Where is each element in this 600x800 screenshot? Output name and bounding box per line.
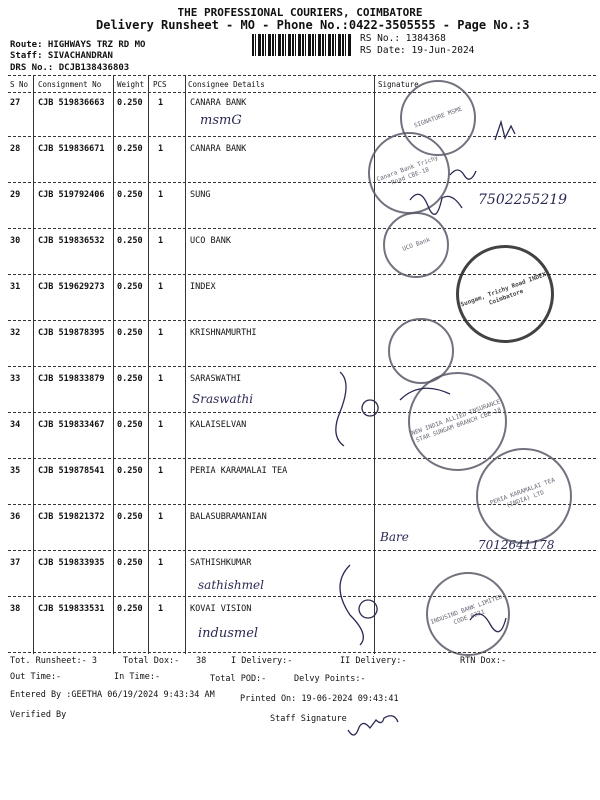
footer-rule: [8, 652, 596, 653]
tot-runsheet: Tot. Runsheet:- 3: [10, 656, 97, 666]
col-signature: Signature: [378, 80, 419, 89]
total-dox-label: Total Dox:-: [123, 656, 180, 666]
row-consignment-no: CJB 519836532: [38, 236, 105, 246]
row-weight: 0.250: [117, 604, 143, 614]
row-weight: 0.250: [117, 466, 143, 476]
handwritten-note36b: 7012641178: [478, 538, 555, 552]
verified-by: Verified By: [10, 710, 67, 720]
signature-row38: [470, 614, 506, 632]
row-consignment-no: CJB 519833531: [38, 604, 105, 614]
row-pcs: 1: [158, 190, 164, 200]
row-consignee: CANARA BANK: [190, 144, 247, 154]
row-consignment-no: CJB 519629273: [38, 282, 105, 292]
row-weight: 0.250: [117, 98, 143, 108]
row-weight: 0.250: [117, 144, 143, 154]
row-consignment-no: CJB 519792406: [38, 190, 105, 200]
i-delivery: I Delivery:-: [231, 656, 293, 666]
row-pcs: 1: [158, 328, 164, 338]
stamp-msme: SIGNATURE MSME: [400, 80, 476, 156]
row-sno: 35: [10, 466, 21, 476]
row-weight: 0.250: [117, 558, 143, 568]
row-sno: 37: [10, 558, 21, 568]
row-consignment-no: CJB 519836663: [38, 98, 105, 108]
row-consignee: BALASUBRAMANIAN: [190, 512, 267, 522]
row-weight: 0.250: [117, 512, 143, 522]
row-sno: 31: [10, 282, 21, 292]
row-weight: 0.250: [117, 374, 143, 384]
row-consignment-no: CJB 519878541: [38, 466, 105, 476]
row-consignee: KOVAI VISION: [190, 604, 252, 614]
stamp-canara-bank: Canara Bank Trichy Road CBE-18: [368, 132, 450, 214]
row-consignee: KALAISELVAN: [190, 420, 247, 430]
company-title: THE PROFESSIONAL COURIERS, COIMBATORE: [177, 6, 423, 19]
row-sno: 28: [10, 144, 21, 154]
circle-row37: [359, 600, 377, 618]
row-weight: 0.250: [117, 236, 143, 246]
rs-number: RS No.: 1384368: [360, 33, 446, 44]
col-consignment: Consignment No: [38, 80, 102, 89]
row-pcs: 1: [158, 374, 164, 384]
col-sno: S No: [10, 80, 29, 89]
handwritten-row27: msmG: [200, 113, 242, 128]
row-pcs: 1: [158, 236, 164, 246]
printed-on: Printed On: 19-06-2024 09:43:41: [240, 694, 399, 704]
row-consignee: SARASWATHI: [190, 374, 242, 384]
row-consignee: CANARA BANK: [190, 98, 247, 108]
handwritten-row38: indusmel: [198, 626, 259, 641]
stamp-insurance: NEW INDIA ALLIED INSURANCE STAR SUNGAM BRANCH CBE-18: [408, 372, 507, 471]
total-dox-value: 38: [196, 656, 207, 666]
in-time: In Time:-: [114, 672, 161, 682]
row-pcs: 1: [158, 558, 164, 568]
row-pcs: 1: [158, 420, 164, 430]
row-sno: 36: [10, 512, 21, 522]
handwritten-row33: Sraswathi: [192, 392, 254, 406]
entered-by: Entered By :GEETHA 06/19/2024 9:43:34 AM: [10, 690, 215, 700]
circle-row33: [362, 400, 378, 416]
runsheet-subtitle: Delivery Runsheet - MO - Phone No.:0422-3505555 - Page No.:3: [96, 18, 530, 32]
row-consignee: INDEX: [190, 282, 216, 292]
row-consignee: SATHISHKUMAR: [190, 558, 252, 568]
row-sno: 29: [10, 190, 21, 200]
handwritten-phone: 7502255219: [478, 192, 568, 208]
row-pcs: 1: [158, 144, 164, 154]
total-pod: Total POD:-: [210, 674, 267, 684]
row-consignment-no: CJB 519836671: [38, 144, 105, 154]
signature-row28: [450, 170, 476, 179]
row-weight: 0.250: [117, 328, 143, 338]
row-sno: 32: [10, 328, 21, 338]
ii-delivery: II Delivery:-: [340, 656, 407, 666]
row-weight: 0.250: [117, 420, 143, 430]
stamp-uco-bank: UCO Bank: [383, 212, 449, 278]
out-time: Out Time:-: [10, 672, 62, 682]
bracket-row33: [336, 372, 346, 446]
row-pcs: 1: [158, 604, 164, 614]
col-pcs: PCS: [153, 80, 167, 89]
stamp-peria-karamalai: PERIA KARAMALAI TEA (INDIA) LTD: [476, 448, 572, 544]
row-consignee: KRISHNAMURTHI: [190, 328, 257, 338]
staff-signature-scribble: [348, 716, 398, 735]
row-sno: 38: [10, 604, 21, 614]
handwritten-note36a: Bare: [380, 530, 409, 544]
row-sno: 33: [10, 374, 21, 384]
row-consignee: UCO BANK: [190, 236, 231, 246]
staff-label: Staff: SIVACHANDRAN: [10, 51, 113, 61]
handwritten-row37: sathishmel: [198, 578, 264, 592]
row-sno: 34: [10, 420, 21, 430]
row-consignee: PERIA KARAMALAI TEA: [190, 466, 288, 476]
signature-row29: [410, 194, 462, 214]
row-consignment-no: CJB 519878395: [38, 328, 105, 338]
row-consignment-no: CJB 519821372: [38, 512, 105, 522]
row-consignment-no: CJB 519833467: [38, 420, 105, 430]
row-weight: 0.250: [117, 190, 143, 200]
row-consignment-no: CJB 519833935: [38, 558, 105, 568]
stamp-index: Sungam, Trichy Road INDEX Coimbatore: [456, 245, 554, 343]
drs-label: DRS No.: DCJB138436803: [10, 63, 130, 73]
row-sno: 30: [10, 236, 21, 246]
row-weight: 0.250: [117, 282, 143, 292]
staff-signature-label: Staff Signature: [270, 714, 347, 724]
row-pcs: 1: [158, 98, 164, 108]
stamp-indusind-bank: INDUSIND BANK LIMITED CODE 0321: [426, 572, 510, 656]
route-label: Route: HIGHWAYS TRZ RD MO: [10, 40, 146, 50]
row-consignment-no: CJB 519833879: [38, 374, 105, 384]
rtn-dox: RTN Dox:-: [460, 656, 507, 666]
signature-row27: [495, 122, 515, 140]
col-consignee: Consignee Details: [188, 80, 265, 89]
rs-date: RS Date: 19-Jun-2024: [360, 45, 475, 56]
signature-row34: [400, 388, 450, 400]
delvy-points: Delvy Points:-: [294, 674, 366, 684]
col-weight: Weight: [117, 80, 145, 89]
row-pcs: 1: [158, 512, 164, 522]
row-sno: 27: [10, 98, 21, 108]
row-pcs: 1: [158, 282, 164, 292]
row-consignee: SUNG: [190, 190, 211, 200]
row-pcs: 1: [158, 466, 164, 476]
